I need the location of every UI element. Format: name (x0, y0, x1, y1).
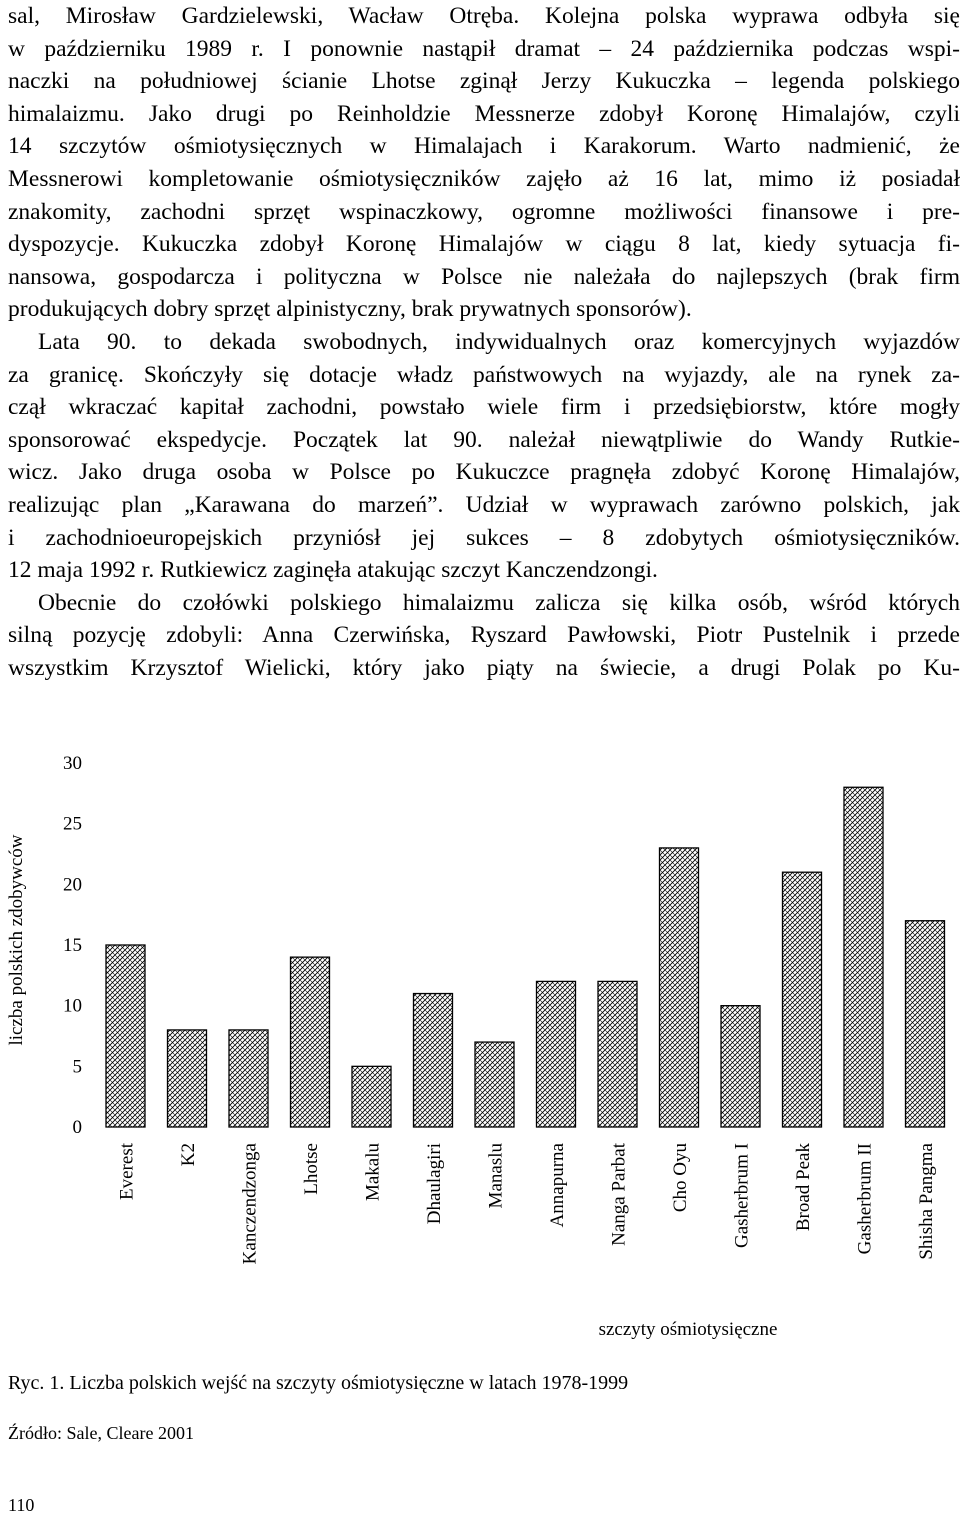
figure-caption: Ryc. 1. Liczba polskich wejść na szczyty ośmiotysięczne w latach 1978-1999 (8, 1372, 629, 1394)
body-line: produkujących dobry sprzęt alpinistyczny, brak prywatnych sponsorów). (8, 296, 692, 323)
x-tick-label: Everest (116, 1143, 138, 1200)
bar (906, 921, 945, 1127)
body-line: dyspozycje. Kukuczka zdobył Koronę Himalajów w ciągu 8 lat, kiedy sytuacja fi- (8, 231, 960, 258)
body-line: Obecnie do czołówki polskiego himalaizmu zalicza się kilka osób, wśród których (38, 589, 960, 616)
body-line: himalaizmu. Jako drugi po Reinholdzie Messnerze zdobył Koronę Himalajów, czyli (8, 100, 960, 127)
bar (168, 1030, 207, 1127)
x-tick-label: Nanga Parbat (608, 1143, 630, 1246)
bar (783, 872, 822, 1127)
x-axis-label: szczyty ośmiotysięczne (598, 1319, 778, 1340)
x-tick-labels (117, 1142, 938, 1264)
y-tick-label: 25 (63, 813, 82, 835)
body-line: realizując plan „Karawana do marzeń”. Udział w wyprawach zarówno polskich, jak (8, 491, 960, 518)
y-tick-label: 15 (63, 935, 82, 956)
figure-source: Źródło: Sale, Cleare 2001 (8, 1423, 194, 1443)
body-line: w październiku 1989 r. I ponownie nastąpił dramat – 24 października podczas wspi- (8, 35, 960, 62)
y-tick-label: 30 (63, 753, 82, 774)
body-line: znakomity, zachodni sprzęt wspinaczkowy, ogromne możliwości finansowe i pre- (8, 198, 960, 225)
body-line: sponsorować ekspedycje. Początek lat 90. należał niewątpliwie do Wandy Rutkie- (8, 426, 960, 453)
bar (414, 994, 453, 1127)
body-line: czął wkraczać kapitał zachodni, powstało wiele firm i przedsiębiorstw, które mogły (8, 394, 960, 421)
x-tick-label: Broad Peak (793, 1143, 814, 1232)
body-line: Messnerowi kompletowanie ośmiotysięczników zajęło aż 16 lat, mimo iż posiadał (8, 165, 960, 192)
bar (844, 787, 883, 1127)
x-tick-label: Manaslu (485, 1143, 507, 1209)
x-tick-label: Shisha Pangma (916, 1143, 937, 1260)
body-text (8, 0, 960, 684)
body-line: silną pozycję zdobyli: Anna Czerwińska, Ryszard Pawłowski, Piotr Pustelnik i przede (8, 622, 960, 649)
x-tick-label: Dhaulagiri (424, 1143, 445, 1225)
y-tick-label: 0 (72, 1117, 82, 1138)
body-line: wicz. Jako druga osoba w Polsce po Kukuczce pragnęła zdobyć Koronę Himalajów, (8, 459, 960, 486)
x-tick-label: Gasherbrum II (854, 1143, 876, 1255)
bar-chart (0, 730, 960, 1350)
y-tick-labels (63, 753, 82, 1138)
body-line: nansowa, gospodarcza i polityczna w Polsce nie należała do najlepszych (brak firm (8, 263, 960, 290)
body-line: wszystkim Krzysztof Wielicki, który jako piąty na świecie, a drugi Polak po Ku- (8, 654, 960, 681)
bar (475, 1042, 514, 1127)
bar (291, 957, 330, 1127)
x-tick-label: Lhotse (301, 1143, 322, 1195)
x-tick-label: Annapurna (547, 1143, 568, 1228)
x-tick-label: K2 (178, 1143, 199, 1167)
bar (660, 848, 699, 1127)
y-axis-label: liczba polskich zdobywców (6, 834, 27, 1046)
x-tick-label: Cho Oyu (670, 1143, 691, 1213)
x-tick-label: Kanczendzonga (239, 1143, 261, 1265)
x-tick-label: Gasherbrum I (731, 1143, 753, 1248)
y-tick-label: 5 (72, 1056, 82, 1078)
bar (229, 1030, 268, 1127)
bar (721, 1006, 760, 1127)
x-tick-label: Makalu (362, 1143, 384, 1202)
body-line: i zachodnioeuropejskich przyniósł jej sukces – 8 zdobytych ośmiotysięczników. (8, 524, 960, 551)
bar (106, 945, 145, 1127)
bar (537, 981, 576, 1127)
body-line: naczki na południowej ścianie Lhotse zginął Jerzy Kukuczka – legenda polskiego (8, 68, 960, 95)
page-number: 110 (8, 1495, 35, 1515)
body-line: 14 szczytów ośmiotysięcznych w Himalajach i Karakorum. Warto nadmienić, że (8, 133, 960, 160)
bar (598, 981, 637, 1127)
body-line: Lata 90. to dekada swobodnych, indywidualnych oraz komercyjnych wyjazdów (38, 328, 960, 355)
body-line: sal, Mirosław Gardzielewski, Wacław Otręba. Kolejna polska wyprawa odbyła się (8, 3, 960, 29)
y-tick-label: 10 (63, 995, 82, 1017)
bars (106, 787, 945, 1127)
y-tick-label: 20 (63, 874, 82, 896)
body-line: za granicę. Skończyły się dotacje władz państwowych na wyjazdy, ale na rynek za- (8, 361, 960, 388)
bar (352, 1066, 391, 1127)
body-line: 12 maja 1992 r. Rutkiewicz zaginęła atakując szczyt Kanczendzongi. (8, 557, 658, 584)
